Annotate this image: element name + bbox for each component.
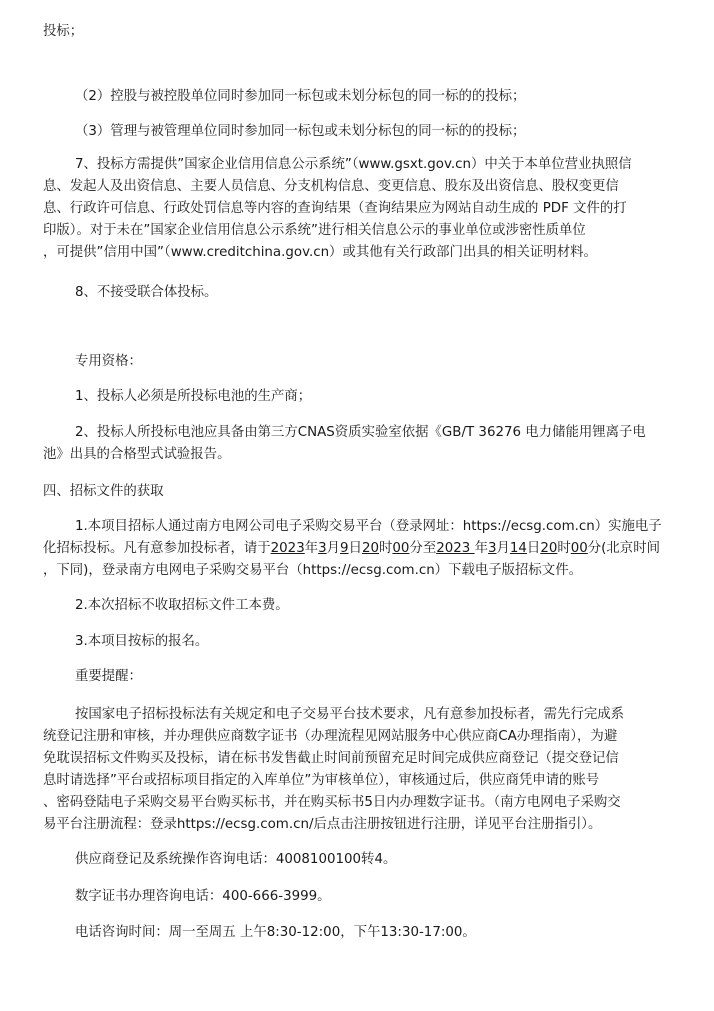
paragraph-special-1	[43, 386, 683, 408]
text: 时	[557, 541, 571, 556]
date-day: 9	[340, 541, 349, 556]
text: 分至	[409, 541, 437, 556]
date-month: 3	[318, 541, 327, 556]
paragraph-item-2	[43, 86, 683, 108]
paragraph-reminder	[43, 704, 683, 836]
text-line: 池》出具的合格型式试验报告。	[43, 447, 231, 462]
text: 日	[526, 541, 541, 556]
text-line: 投标；	[43, 24, 84, 39]
text-line: ，下同)，登录南方电网电子采购交易平台（https://ecsg.com.cn）下载电子版招标文件。	[43, 563, 582, 578]
text-line: 1、投标人必须是所投标电池的生产商；	[75, 389, 312, 404]
paragraph-item-3	[43, 121, 683, 143]
paragraph-bid-continuation	[43, 21, 683, 43]
text-line: 印版）。对于未在”国家企业信用信息公示系统”进行相关信息公示的事业单位或涉密性质单位	[43, 223, 586, 238]
paragraph-requirement-8	[43, 282, 683, 304]
text: 时	[379, 541, 393, 556]
text-line: 统登记注册和审核，并办理供应商数字证书（办理流程见网站服务中心供应商CA办理指南），为避	[43, 729, 618, 744]
text-line: 2.本次招标不收取招标文件工本费。	[75, 598, 289, 613]
date-hour: 20	[540, 541, 558, 556]
text-line: 1.本项目招标人通过南方电网公司电子采购交易平台（登录网址：https://ecsg.com.cn）实施电子	[75, 519, 662, 534]
section-heading-4	[43, 481, 683, 503]
paragraph-certificate-phone	[43, 886, 683, 908]
text-line: 数字证书办理咨询电话：400-666-3999。	[75, 889, 331, 904]
paragraph-phone-hours	[43, 922, 683, 944]
text-line: 3.本项目按标的报名。	[75, 634, 209, 649]
text-line: 专用资格：	[75, 354, 142, 369]
paragraph-special-2	[43, 422, 683, 466]
text: 分(北京时间	[587, 541, 660, 556]
text-line: 电话咨询时间：周一至周五 上午8:30-12:00，下午13:30-17:00。	[75, 925, 476, 940]
text-line: 息、行政许可信息、行政处罚信息等内容的查询结果（查询结果应为网站自动生成的 PDF 文件的打	[43, 201, 627, 216]
text: 月	[496, 541, 510, 556]
text-line: 四、招标文件的获取	[43, 484, 164, 499]
paragraph-supplier-phone	[43, 849, 683, 871]
text-line: 免耽误招标文件购买及投标，请在标书发售截止时间前预留充足时间完成供应商登记（提交登记信	[43, 751, 619, 766]
paragraph-obtain-2	[43, 595, 683, 617]
text-line: 重要提醒：	[75, 669, 142, 684]
text-line: 按国家电子招标投标法有关规定和电子交易平台技术要求，凡有意参加投标者，需先行完成系	[75, 707, 625, 722]
heading-special-qualification	[43, 351, 683, 373]
text: 年	[474, 541, 488, 556]
text-line: 息、发起人及出资信息、主要人员信息、分支机构信息、变更信息、股东及出资信息、股权变更信	[43, 179, 619, 194]
date-hour: 20	[361, 541, 379, 556]
paragraph-obtain-1	[43, 516, 683, 582]
text-line: 易平台注册流程：登录https://ecsg.com.cn/后点击注册按钮进行注册，详见平台注册指引）。	[43, 817, 602, 832]
text-line: 7、投标方需提供”国家企业信用信息公示系统”（www.gsxt.gov.cn）中关于本单位营业执照信	[75, 157, 632, 172]
date-year: 2023	[436, 541, 475, 556]
text: 日	[348, 541, 362, 556]
heading-important-reminder	[43, 666, 683, 688]
paragraph-obtain-3	[43, 631, 683, 653]
date-month: 3	[487, 541, 497, 556]
text-line: 8、不接受联合体投标。	[75, 285, 218, 300]
paragraph-requirement-7	[43, 154, 683, 264]
text-line: 2、投标人所投标电池应具备由第三方CNAS资质实验室依据《GB/T 36276 电力储能用锂离子电	[75, 425, 646, 440]
date-minute: 00	[392, 541, 410, 556]
text: 年	[304, 541, 319, 556]
text-line: 、密码登陆电子采购交易平台购买标书，并在购买标书5日内办理数字证书。（南方电网电子采购交	[43, 795, 621, 810]
text-line: ，可提供”信用中国”（www.creditchina.gov.cn）或其他有关行政部门出具的相关证明材料。	[43, 245, 597, 260]
text-line-dates	[43, 538, 683, 560]
text-line: （3）管理与被管理单位同时参加同一标包或未划分标包的同一标的的投标；	[75, 124, 526, 139]
text-line: 息时请选择”平台或招标项目指定的入库单位”为审核单位），审核通过后，供应商凭申请的账号	[43, 773, 600, 788]
text-line: 供应商登记及系统操作咨询电话：4008100100转4。	[75, 852, 397, 867]
text: 月	[326, 541, 341, 556]
date-day: 14	[509, 541, 527, 556]
date-year: 2023	[270, 541, 305, 556]
date-minute: 00	[570, 541, 588, 556]
text: 化招标投标。凡有意参加投标者，请于	[43, 541, 271, 556]
text-line: （2）控股与被控股单位同时参加同一标包或未划分标包的同一标的的投标；	[75, 89, 526, 104]
